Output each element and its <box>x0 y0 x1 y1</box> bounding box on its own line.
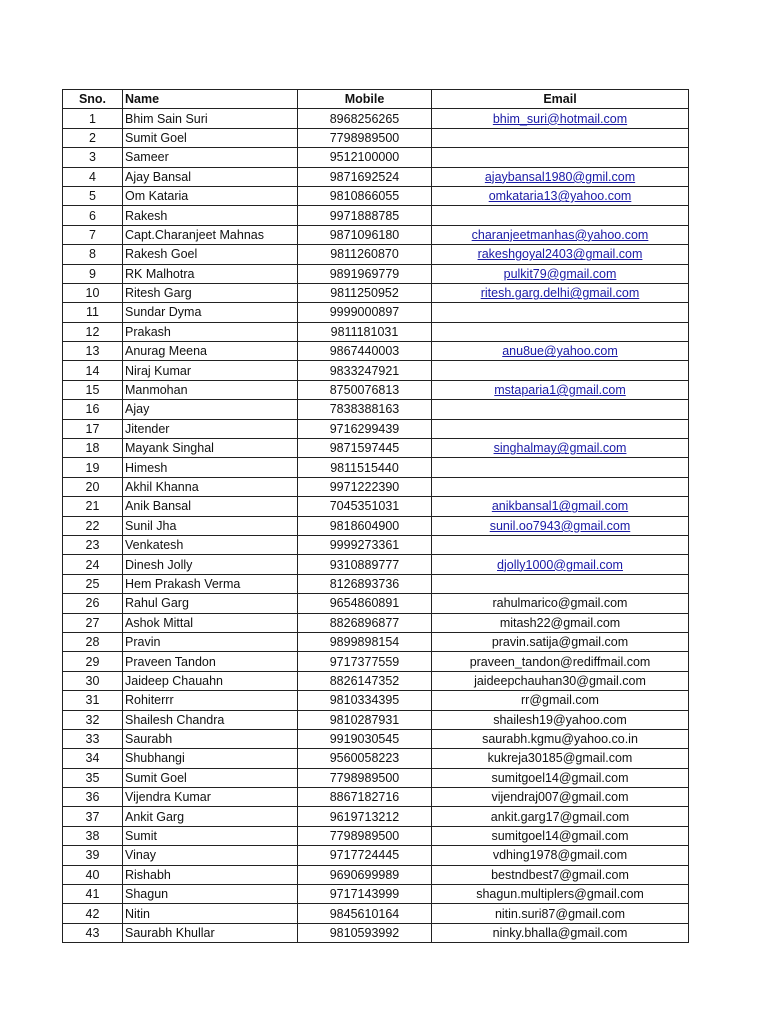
cell-sno: 26 <box>63 594 123 613</box>
cell-sno: 25 <box>63 574 123 593</box>
cell-sno: 42 <box>63 904 123 923</box>
table-row <box>63 497 689 516</box>
cell-mobile: 9810287931 <box>298 710 432 729</box>
cell-mobile: 9818604900 <box>298 516 432 535</box>
cell-email <box>432 419 689 438</box>
cell-sno: 17 <box>63 419 123 438</box>
cell-mobile: 9310889777 <box>298 555 432 574</box>
cell-email <box>432 400 689 419</box>
email-link[interactable]: charanjeetmanhas@yahoo.com <box>432 225 689 244</box>
cell-mobile: 9871692524 <box>298 167 432 186</box>
cell-name: Vijendra Kumar <box>123 788 298 807</box>
cell-mobile: 7798989500 <box>298 768 432 787</box>
cell-email: pravin.satija@gmail.com <box>432 632 689 651</box>
cell-sno: 13 <box>63 342 123 361</box>
cell-name: Shagun <box>123 885 298 904</box>
cell-email: shailesh19@yahoo.com <box>432 710 689 729</box>
email-link[interactable]: djolly1000@gmail.com <box>432 555 689 574</box>
table-row <box>63 477 689 496</box>
cell-sno: 2 <box>63 128 123 147</box>
table-row <box>63 574 689 593</box>
cell-email <box>432 535 689 554</box>
cell-sno: 34 <box>63 749 123 768</box>
cell-mobile: 9717377559 <box>298 652 432 671</box>
cell-sno: 8 <box>63 245 123 264</box>
email-link[interactable]: sunil.oo7943@gmail.com <box>432 516 689 535</box>
cell-email <box>432 361 689 380</box>
table-row <box>63 555 689 574</box>
cell-sno: 43 <box>63 923 123 942</box>
cell-mobile: 8968256265 <box>298 109 432 128</box>
cell-mobile: 9899898154 <box>298 632 432 651</box>
header-sno: Sno. <box>63 90 123 109</box>
header-name: Name <box>123 90 298 109</box>
cell-name: Jitender <box>123 419 298 438</box>
cell-sno: 10 <box>63 283 123 302</box>
cell-email <box>432 206 689 225</box>
cell-mobile: 9999000897 <box>298 303 432 322</box>
cell-name: Sundar Dyma <box>123 303 298 322</box>
table-row <box>63 283 689 302</box>
cell-mobile: 7045351031 <box>298 497 432 516</box>
cell-mobile: 8826147352 <box>298 671 432 690</box>
table-row <box>63 788 689 807</box>
cell-email <box>432 148 689 167</box>
cell-sno: 30 <box>63 671 123 690</box>
cell-name: Akhil Khanna <box>123 477 298 496</box>
table-row <box>63 361 689 380</box>
cell-name: Shailesh Chandra <box>123 710 298 729</box>
cell-name: Rishabh <box>123 865 298 884</box>
cell-sno: 24 <box>63 555 123 574</box>
cell-sno: 39 <box>63 846 123 865</box>
cell-email: sumitgoel14@gmail.com <box>432 826 689 845</box>
cell-email: vdhing1978@gmail.com <box>432 846 689 865</box>
cell-sno: 21 <box>63 497 123 516</box>
cell-name: Sumit Goel <box>123 128 298 147</box>
cell-mobile: 7838388163 <box>298 400 432 419</box>
table-row <box>63 458 689 477</box>
cell-email <box>432 477 689 496</box>
cell-mobile: 9811250952 <box>298 283 432 302</box>
table-row <box>63 342 689 361</box>
cell-sno: 28 <box>63 632 123 651</box>
table-row <box>63 885 689 904</box>
table-row <box>63 749 689 768</box>
table-row <box>63 826 689 845</box>
cell-mobile: 9716299439 <box>298 419 432 438</box>
cell-sno: 31 <box>63 691 123 710</box>
table-row <box>63 206 689 225</box>
cell-mobile: 7798989500 <box>298 826 432 845</box>
cell-mobile: 8867182716 <box>298 788 432 807</box>
cell-name: Jaideep Chauahn <box>123 671 298 690</box>
cell-name: Ashok Mittal <box>123 613 298 632</box>
table-row <box>63 322 689 341</box>
cell-name: Vinay <box>123 846 298 865</box>
email-link[interactable]: rakeshgoyal2403@gmail.com <box>432 245 689 264</box>
table-row <box>63 186 689 205</box>
table-row <box>63 652 689 671</box>
cell-email <box>432 128 689 147</box>
cell-name: Prakash <box>123 322 298 341</box>
cell-email: praveen_tandon@rediffmail.com <box>432 652 689 671</box>
cell-email: vijendraj007@gmail.com <box>432 788 689 807</box>
cell-name: Saurabh <box>123 729 298 748</box>
cell-mobile: 9845610164 <box>298 904 432 923</box>
cell-email <box>432 303 689 322</box>
email-link[interactable]: singhalmay@gmail.com <box>432 439 689 458</box>
cell-sno: 37 <box>63 807 123 826</box>
cell-mobile: 9971888785 <box>298 206 432 225</box>
cell-mobile: 9654860891 <box>298 594 432 613</box>
cell-sno: 1 <box>63 109 123 128</box>
table-row <box>63 613 689 632</box>
table-row <box>63 167 689 186</box>
cell-name: Rakesh Goel <box>123 245 298 264</box>
cell-sno: 35 <box>63 768 123 787</box>
table-row <box>63 128 689 147</box>
cell-sno: 3 <box>63 148 123 167</box>
cell-email: shagun.multiplers@gmail.com <box>432 885 689 904</box>
cell-name: Rahul Garg <box>123 594 298 613</box>
table-row <box>63 245 689 264</box>
cell-mobile: 8750076813 <box>298 380 432 399</box>
cell-name: Anik Bansal <box>123 497 298 516</box>
cell-email <box>432 458 689 477</box>
cell-name: Sameer <box>123 148 298 167</box>
cell-name: Venkatesh <box>123 535 298 554</box>
email-link[interactable]: pulkit79@gmail.com <box>432 264 689 283</box>
cell-sno: 38 <box>63 826 123 845</box>
cell-sno: 18 <box>63 439 123 458</box>
cell-mobile: 9512100000 <box>298 148 432 167</box>
cell-sno: 20 <box>63 477 123 496</box>
cell-name: Rohiterrr <box>123 691 298 710</box>
cell-name: Ajay <box>123 400 298 419</box>
cell-mobile: 9810866055 <box>298 186 432 205</box>
cell-name: Nitin <box>123 904 298 923</box>
table-row <box>63 264 689 283</box>
cell-mobile: 9811515440 <box>298 458 432 477</box>
table-row <box>63 904 689 923</box>
cell-sno: 16 <box>63 400 123 419</box>
cell-email: sumitgoel14@gmail.com <box>432 768 689 787</box>
email-link[interactable]: bhim_suri@hotmail.com <box>432 109 689 128</box>
cell-mobile: 9871096180 <box>298 225 432 244</box>
contact-table <box>62 89 689 943</box>
cell-email: saurabh.kgmu@yahoo.co.in <box>432 729 689 748</box>
cell-email <box>432 574 689 593</box>
table-row <box>63 632 689 651</box>
cell-sno: 7 <box>63 225 123 244</box>
cell-mobile: 9560058223 <box>298 749 432 768</box>
cell-email: rahulmarico@gmail.com <box>432 594 689 613</box>
cell-name: Shubhangi <box>123 749 298 768</box>
cell-email: ankit.garg17@gmail.com <box>432 807 689 826</box>
cell-mobile: 9690699989 <box>298 865 432 884</box>
table-row <box>63 516 689 535</box>
cell-sno: 32 <box>63 710 123 729</box>
cell-sno: 4 <box>63 167 123 186</box>
cell-name: Ajay Bansal <box>123 167 298 186</box>
cell-mobile: 9867440003 <box>298 342 432 361</box>
cell-mobile: 9999273361 <box>298 535 432 554</box>
header-mobile: Mobile <box>298 90 432 109</box>
cell-email: nitin.suri87@gmail.com <box>432 904 689 923</box>
cell-name: Dinesh Jolly <box>123 555 298 574</box>
table-row <box>63 807 689 826</box>
cell-name: Rakesh <box>123 206 298 225</box>
cell-mobile: 9810334395 <box>298 691 432 710</box>
email-link[interactable]: ritesh.garg.delhi@gmail.com <box>432 283 689 302</box>
cell-name: Sumit Goel <box>123 768 298 787</box>
email-link[interactable]: anu8ue@yahoo.com <box>432 342 689 361</box>
cell-name: Om Kataria <box>123 186 298 205</box>
cell-mobile: 9717724445 <box>298 846 432 865</box>
email-link[interactable]: ajaybansal1980@gmil.com <box>432 167 689 186</box>
table-row <box>63 303 689 322</box>
cell-sno: 15 <box>63 380 123 399</box>
table-row <box>63 710 689 729</box>
table-row <box>63 109 689 128</box>
table-row <box>63 923 689 942</box>
cell-email: rr@gmail.com <box>432 691 689 710</box>
cell-mobile: 9833247921 <box>298 361 432 380</box>
cell-sno: 11 <box>63 303 123 322</box>
cell-name: Ritesh Garg <box>123 283 298 302</box>
cell-name: Bhim Sain Suri <box>123 109 298 128</box>
cell-name: Ankit Garg <box>123 807 298 826</box>
cell-email: ninky.bhalla@gmail.com <box>432 923 689 942</box>
table-row <box>63 671 689 690</box>
table-row <box>63 691 689 710</box>
cell-mobile: 9717143999 <box>298 885 432 904</box>
cell-sno: 29 <box>63 652 123 671</box>
cell-email <box>432 322 689 341</box>
table-row <box>63 400 689 419</box>
cell-name: Sunil Jha <box>123 516 298 535</box>
table-row <box>63 439 689 458</box>
cell-name: Pravin <box>123 632 298 651</box>
cell-name: Niraj Kumar <box>123 361 298 380</box>
cell-mobile: 8126893736 <box>298 574 432 593</box>
cell-name: Capt.Charanjeet Mahnas <box>123 225 298 244</box>
email-link[interactable]: omkataria13@yahoo.com <box>432 186 689 205</box>
cell-sno: 36 <box>63 788 123 807</box>
cell-name: RK Malhotra <box>123 264 298 283</box>
cell-email: jaideepchauhan30@gmail.com <box>432 671 689 690</box>
cell-mobile: 9971222390 <box>298 477 432 496</box>
email-link[interactable]: mstaparia1@gmail.com <box>432 380 689 399</box>
table-row <box>63 594 689 613</box>
cell-sno: 22 <box>63 516 123 535</box>
table-row <box>63 148 689 167</box>
cell-sno: 6 <box>63 206 123 225</box>
cell-mobile: 8826896877 <box>298 613 432 632</box>
table-row <box>63 535 689 554</box>
table-row <box>63 419 689 438</box>
cell-sno: 12 <box>63 322 123 341</box>
table-row <box>63 380 689 399</box>
cell-name: Hem Prakash Verma <box>123 574 298 593</box>
cell-name: Praveen Tandon <box>123 652 298 671</box>
cell-sno: 33 <box>63 729 123 748</box>
header-email: Email <box>432 90 689 109</box>
header-row <box>63 90 689 109</box>
cell-name: Saurabh Khullar <box>123 923 298 942</box>
table-row <box>63 768 689 787</box>
cell-mobile: 9811181031 <box>298 322 432 341</box>
cell-sno: 40 <box>63 865 123 884</box>
cell-sno: 5 <box>63 186 123 205</box>
cell-mobile: 9891969779 <box>298 264 432 283</box>
cell-name: Sumit <box>123 826 298 845</box>
table-body <box>63 109 689 943</box>
cell-sno: 41 <box>63 885 123 904</box>
cell-mobile: 9810593992 <box>298 923 432 942</box>
cell-email: mitash22@gmail.com <box>432 613 689 632</box>
table-row <box>63 865 689 884</box>
cell-name: Mayank Singhal <box>123 439 298 458</box>
cell-email: kukreja30185@gmail.com <box>432 749 689 768</box>
cell-email: bestndbest7@gmail.com <box>432 865 689 884</box>
cell-sno: 23 <box>63 535 123 554</box>
cell-mobile: 9619713212 <box>298 807 432 826</box>
cell-mobile: 9811260870 <box>298 245 432 264</box>
cell-mobile: 7798989500 <box>298 128 432 147</box>
cell-sno: 27 <box>63 613 123 632</box>
cell-name: Himesh <box>123 458 298 477</box>
table-row <box>63 846 689 865</box>
cell-mobile: 9919030545 <box>298 729 432 748</box>
cell-name: Anurag Meena <box>123 342 298 361</box>
cell-name: Manmohan <box>123 380 298 399</box>
cell-sno: 14 <box>63 361 123 380</box>
cell-sno: 9 <box>63 264 123 283</box>
email-link[interactable]: anikbansal1@gmail.com <box>432 497 689 516</box>
cell-mobile: 9871597445 <box>298 439 432 458</box>
cell-sno: 19 <box>63 458 123 477</box>
table-row <box>63 225 689 244</box>
table-row <box>63 729 689 748</box>
